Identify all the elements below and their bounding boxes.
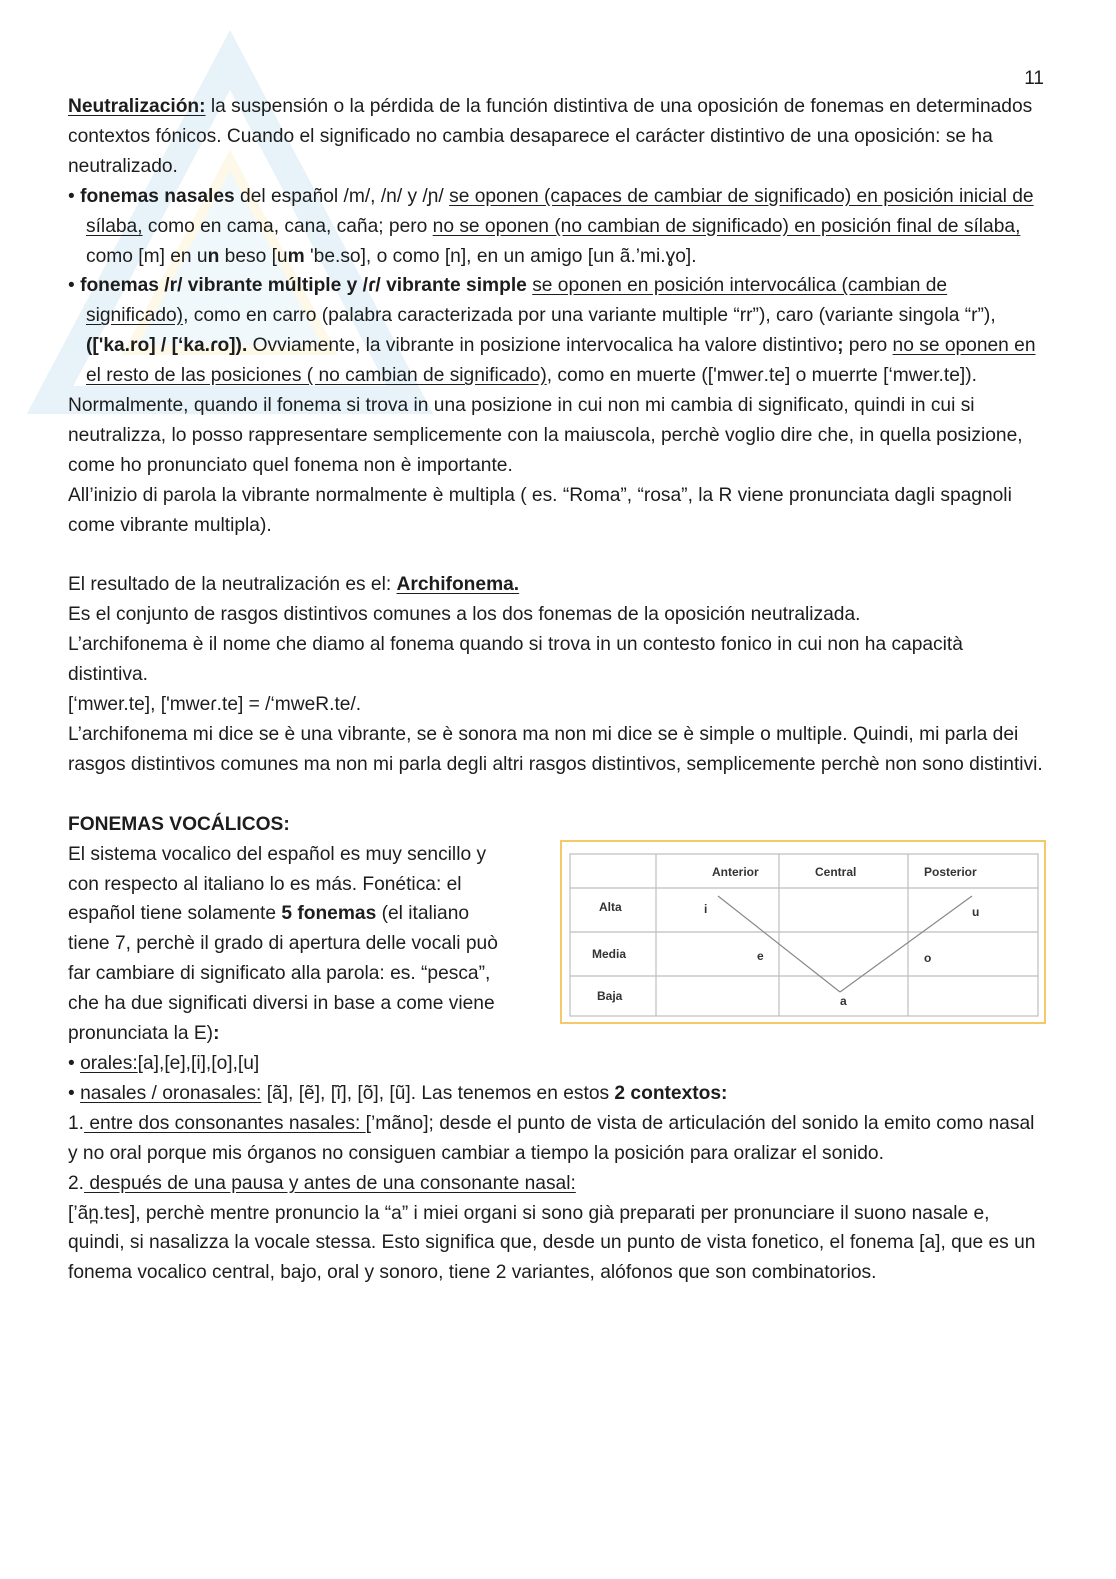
spacer	[68, 541, 1046, 571]
bold-text: 2 contextos:	[614, 1082, 728, 1104]
document-body	[68, 92, 1046, 1288]
neutralization-definition: la suspensión o la pérdida de la función distintiva de una oposición de fonemas en determinados contextos fónicos. Cuando el significado no cambia desaparece el carácter distintivo de una oposición: se ha neutralizado.	[68, 96, 1033, 177]
bullet-orales: • orales:[a],[e],[i],[o],[u]	[68, 1052, 260, 1074]
vowel-a: a	[840, 993, 847, 1008]
archifonema-intro	[68, 570, 1046, 600]
text-span: como en cama, cana, caña; pero	[142, 215, 433, 237]
bold-term: fonemas /r/ vibrante múltiple y /ɾ/ vibrante simple	[80, 275, 527, 297]
archifonema-example: [‘mwer.te], ['mweɾ.te] = /‘mweR.te/.	[68, 694, 362, 716]
text-span: del español /m/, /n/ y /ɲ/	[234, 185, 450, 207]
page-number: 11	[1024, 68, 1044, 89]
archifonema-explanation: L’archifonema mi dice se è una vibrante, se è sonora ma non mi dice se è simple o multiple. Quindi, mi parla dei rasgos distintivos comunes ma non mi parla degli altri rasgos distintivos, semplicemente perchè non sono distintivi.	[68, 724, 1043, 775]
back-vowel-line	[840, 896, 972, 992]
text-span: , como en muerte (['mweɾ.te] o muerrte [‘mwer.te]).	[546, 365, 977, 387]
text-span: beso [u	[219, 245, 288, 267]
bold-example: (['ka.ro] / [‘ka.ɾo]).	[86, 335, 248, 357]
underlined-text: no se oponen en el resto de las posiciones ( no cambian de significado)	[86, 335, 1036, 387]
neutralization-paragraph	[68, 92, 1046, 182]
col-header-central: Central	[815, 864, 857, 879]
spacer	[68, 780, 1046, 810]
vowel-e: e	[757, 948, 764, 963]
bullet-vibrantes	[68, 271, 1046, 391]
archifonema-term: Archifonema.	[396, 574, 520, 596]
vowel-intro	[68, 840, 512, 1049]
underlined-text: nasales / oronasales:	[80, 1082, 262, 1104]
text-span: (el italiano tiene 7, perchè il grado di apertura delle vocali può far cambiare di significato alla parola: es. “pesca”, che ha due significati diversi in base a come viene pronunciata la E)	[68, 903, 498, 1045]
context-2	[68, 1169, 1046, 1199]
list-number: 1.	[68, 1112, 85, 1134]
row-header-media: Media	[592, 946, 627, 961]
text-span: , como en carro (palabra caracterizada por una variante multiple “rr”), caro (variante singola “r”),	[183, 305, 996, 327]
context-1	[68, 1109, 1046, 1169]
text-span: como [m] en u	[86, 245, 208, 267]
row-header-baja: Baja	[597, 988, 623, 1003]
archifonema-it-definition: L’archifonema è il nome che diamo al fonema quando si trova in un contesto fonico in cui non ha capacità distintiva.	[68, 634, 963, 686]
paragraph-inizio: All’inizio di parola la vibrante normalmente è multipla ( es. “Roma”, “rosa”, la R viene pronunciata dagli spagnoli come vibrante multipla).	[68, 484, 1012, 536]
row-header-alta: Alta	[599, 899, 622, 914]
neutralization-term: Neutralización:	[68, 96, 206, 117]
text-span: 'be.so], o como [n], en un amigo [un ã.’mi.ɣo].	[304, 245, 697, 267]
text-span: [’mãno]; desde el punto de vista de articulación del sonido la emito como nasal y no oral porque mis órganos no consiguen cambiar a tiempo la posición para oralizar el sonido.	[68, 1112, 1035, 1164]
underlined-text: se oponen en posición intervocálica (cambian de significado)	[86, 275, 948, 327]
vowel-o: o	[924, 950, 932, 965]
bold-text: 5 fonemas	[281, 903, 377, 925]
bold-letter: m	[287, 245, 305, 267]
vowel-i: i	[704, 901, 708, 916]
underlined-text: no se oponen (no cambian de significado) en posición final de sílaba,	[432, 215, 1021, 237]
bold-punct: :	[213, 1023, 220, 1045]
vowel-table-svg	[562, 842, 1044, 1022]
bullet-nasales	[68, 182, 1046, 272]
bullet-mark: •	[68, 275, 81, 297]
bold-term: fonemas nasales	[80, 185, 235, 207]
vowel-u: u	[972, 904, 980, 919]
bullet-mark: •	[68, 185, 81, 207]
vowel-section	[68, 840, 1046, 1049]
text-span: El sistema vocalico del español es muy sencillo y con respecto al italiano lo es más. Fonética: el español tiene solamente	[68, 843, 487, 925]
text-span: El resultado de la neutralización es el:	[68, 574, 397, 596]
list-number: 2.	[68, 1172, 85, 1194]
bold-punct: ;	[837, 335, 844, 357]
underlined-text: se oponen (capaces de cambiar de significado) en posición inicial de sílaba,	[86, 185, 1034, 237]
vowels-heading: FONEMAS VOCÁLICOS:	[68, 813, 290, 835]
underlined-text: orales:	[80, 1052, 138, 1074]
bullet-nasales-vowels: • nasales / oronasales: [ã], [ẽ], [ĩ], [õ], [ũ]. Las tenemos en estos 2 contextos:	[68, 1082, 728, 1104]
underlined-text: después de una pausa y antes de una consonante nasal:	[84, 1172, 576, 1194]
paragraph-normalmente: Normalmente, quando il fonema si trova in una posizione in cui non mi cambia di significato, quindi in cui si neutralizza, lo posso rappresentare semplicemente con la maiuscola, perchè voglio dire che, in quella posizione, come ho pronunciato quel fonema non è importante.	[68, 395, 1023, 476]
underlined-text: entre dos consonantes nasales:	[84, 1112, 366, 1134]
col-header-posterior: Posterior	[924, 864, 977, 879]
text-span: [ã], [ẽ], [ĩ], [õ], [ũ]. Las tenemos en estos	[261, 1082, 615, 1104]
text-span: [a],[e],[i],[o],[u]	[137, 1052, 260, 1074]
archifonema-definition: Es el conjunto de rasgos distintivos comunes a los dos fonemas de la oposición neutralizada.	[68, 604, 861, 626]
context-2-text: [’ãn̪.tes], perchè mentre pronuncio la “a” i miei organi si sono già preparati per pronunciare il suono nasale e, quindi, si nasalizza la vocale stessa. Esto significa que, desde un punto de vista fonetico, el fonema [a], que es un fonema vocalico central, bajo, oral y sonoro, tiene 2 variantes, alófonos que son combinatorios.	[68, 1202, 1036, 1284]
bold-letter: n	[207, 245, 220, 267]
vowel-trapezoid-figure	[560, 840, 1046, 1024]
col-header-anterior: Anterior	[712, 864, 759, 879]
text-span: Ovviamente, la vibrante in posizione intervocalica ha valore distintivo	[247, 335, 838, 357]
text-span: pero	[843, 335, 893, 357]
